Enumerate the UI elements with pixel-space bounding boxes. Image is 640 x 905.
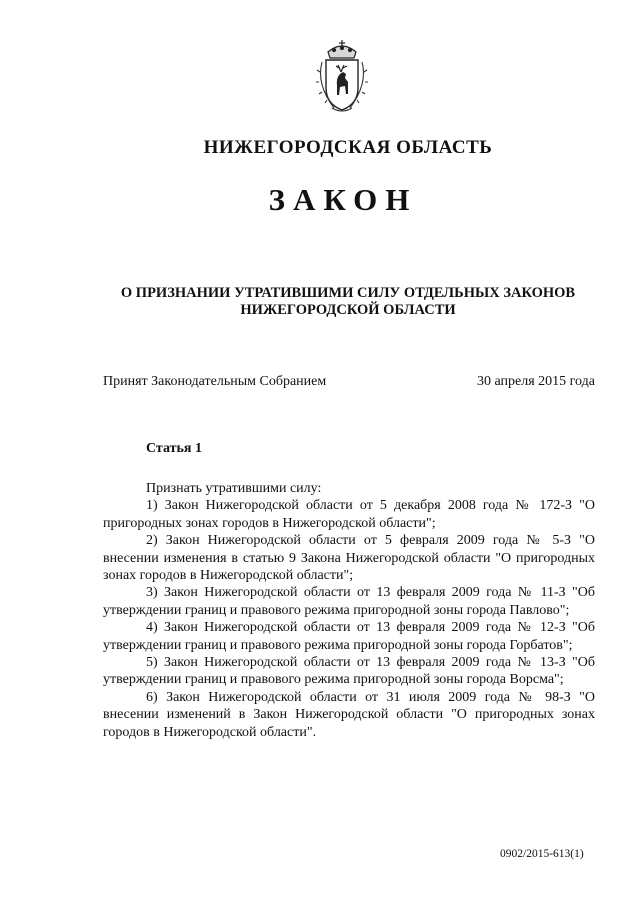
document-type-title: ЗАКОН <box>268 182 418 217</box>
adoption-date: 30 апреля 2015 года <box>477 374 595 389</box>
law-subject-line-2: НИЖЕГОРОДСКОЙ ОБЛАСТИ <box>240 302 456 318</box>
list-item: 4) Закон Нижегородской области от 13 февраля 2009 года № 12-З "Об утверждении границ и правового режима пригородной зоны города Горбатов"; <box>103 620 595 653</box>
adoption-row <box>103 374 595 390</box>
list-item: 1) Закон Нижегородской области от 5 декабря 2008 года № 172-З "О пригородных зонах городов в Нижегородской области"; <box>103 498 595 531</box>
region-title: НИЖЕГОРОДСКАЯ ОБЛАСТЬ <box>203 137 493 158</box>
adopted-by: Принят Законодательным Собранием <box>103 374 327 389</box>
list-item: 3) Закон Нижегородской области от 13 февраля 2009 года № 11-З "Об утверждении границ и правового режима пригородной зоны города Павлово"; <box>103 585 595 618</box>
list-item: 6) Закон Нижегородской области от 31 июля 2009 года № 98-З "О внесении изменений в Закон Нижегородской области "О пригородных зонах городов в Нижегородской области". <box>103 689 595 740</box>
list-item: 2) Закон Нижегородской области от 5 февраля 2009 года № 5-З "О внесении изменения в статью 9 Закона Нижегородской области "О пригородных зонах городов в Нижегородской области"; <box>103 533 595 584</box>
article-intro: Признать утратившими силу: <box>146 481 322 496</box>
coat-of-arms-icon <box>312 38 372 118</box>
law-subject <box>100 285 596 319</box>
article-heading: Статья 1 <box>146 441 202 456</box>
list-item: 5) Закон Нижегородской области от 13 февраля 2009 года № 13-З "Об утверждении границ и правового режима пригородной зоны города Ворсма"; <box>103 655 595 688</box>
article-body <box>103 480 595 741</box>
law-subject-line-1: О ПРИЗНАНИИ УТРАТИВШИМИ СИЛУ ОТДЕЛЬНЫХ ЗАКОНОВ <box>120 285 576 301</box>
document-code: 0902/2015-613(1) <box>500 848 584 860</box>
